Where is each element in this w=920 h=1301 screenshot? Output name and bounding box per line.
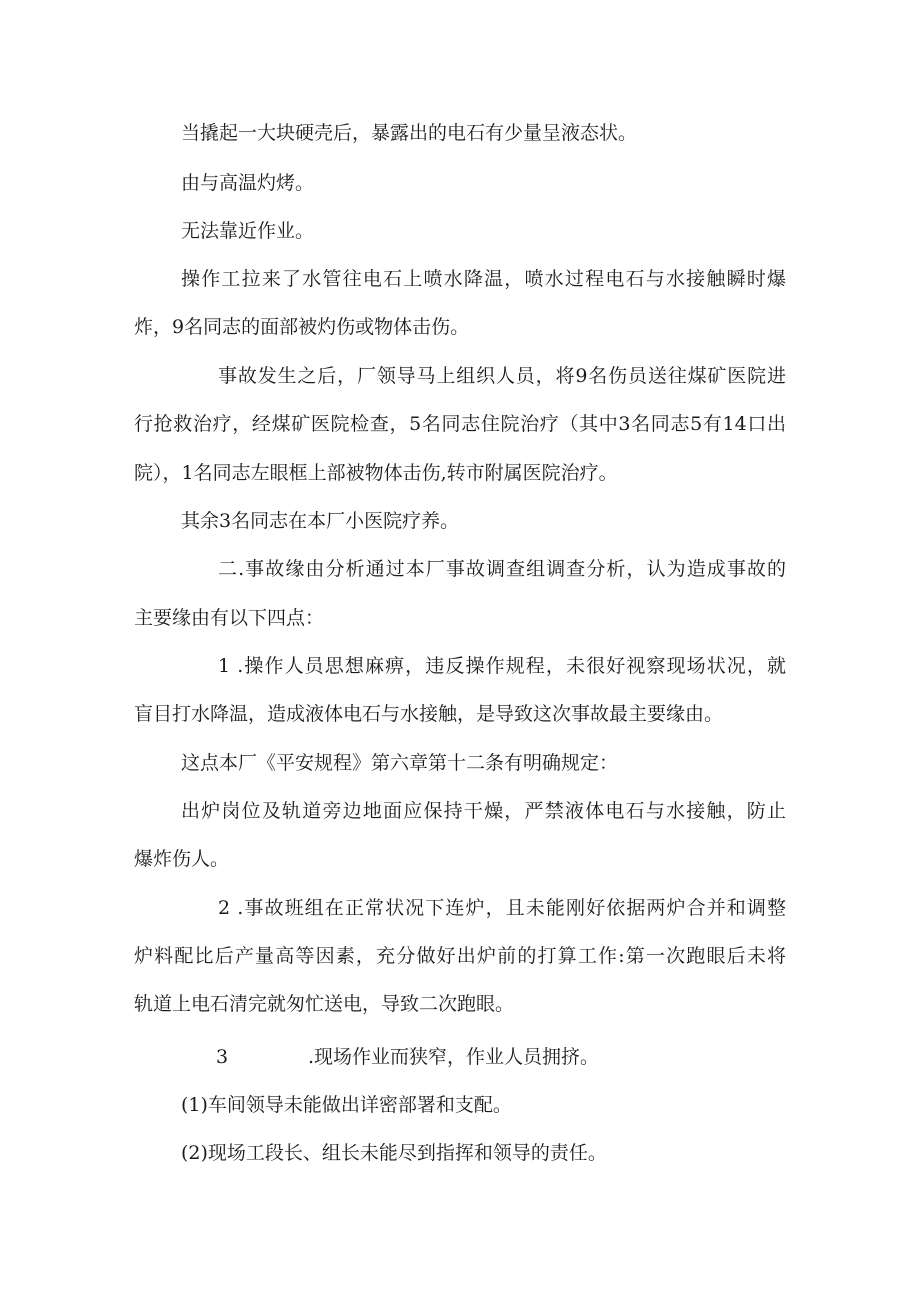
paragraph-line: 其余3名同志在本厂小医院疗养。	[181, 510, 460, 532]
paragraph-line: 1 .操作人员思想麻痹，违反操作规程，未很好视察现场状况，就	[218, 655, 786, 677]
paragraph-line: 炸，9名同志的面部被灼伤或物体击伤。	[134, 316, 470, 338]
paragraph-line: 行抢救治疗，经煤矿医院检查，5名同志住院治疗（其中3名同志5有14口出	[134, 413, 786, 435]
paragraph-line: 当撬起一大块硬壳后，暴露出的电石有少量呈液态状。	[181, 122, 638, 144]
paragraph-line: 盲目打水降温，造成液体电石与水接触，是导致这次事故最主要缘由。	[134, 703, 724, 725]
paragraph-line: 由与高温灼烤。	[181, 172, 315, 194]
paragraph-line: 2 .事故班组在正常状况下连炉，且未能刚好依据两炉合并和调整	[218, 897, 786, 919]
paragraph-line: 出炉岗位及轨道旁边地面应保持干燥，严禁液体电石与水接触，防止	[181, 800, 786, 822]
paragraph-line: 无法靠近作业。	[181, 220, 315, 242]
paragraph-line: 轨道上电石清完就匆忙送电，导致二次跑眼。	[134, 993, 515, 1015]
paragraph-line: .现场作业而狭窄，作业人员拥挤。	[308, 1046, 600, 1068]
paragraph-line: 主要缘由有以下四点：	[134, 607, 325, 629]
paragraph-line: 二.事故缘由分析通过本厂事故调查组调查分析，认为造成事故的	[218, 558, 786, 580]
paragraph-line: 爆炸伤人。	[134, 848, 230, 870]
paragraph-line: 事故发生之后，厂领导马上组织人员，将9名伤员送往煤矿医院进	[218, 365, 786, 387]
paragraph-line: 炉料配比后产量高等因素，充分做好出炉前的打算工作:第一次跑眼后未将	[134, 945, 786, 967]
paragraph-line: 这点本厂《平安规程》第六章第十二条有明确规定：	[181, 752, 619, 774]
list-number: 3	[216, 1046, 229, 1068]
paragraph-line: 操作工拉来了水管往电石上喷水降温，喷水过程电石与水接触瞬时爆	[181, 268, 786, 290]
paragraph-line: 院），1名同志左眼框上部被物体击伤,转市附属医院治疗。	[134, 462, 618, 484]
paragraph-line: (1)车间领导未能做出详密部署和支配。	[181, 1094, 512, 1116]
paragraph-line: (2)现场工段长、组长未能尽到指挥和领导的责任。	[181, 1142, 607, 1164]
